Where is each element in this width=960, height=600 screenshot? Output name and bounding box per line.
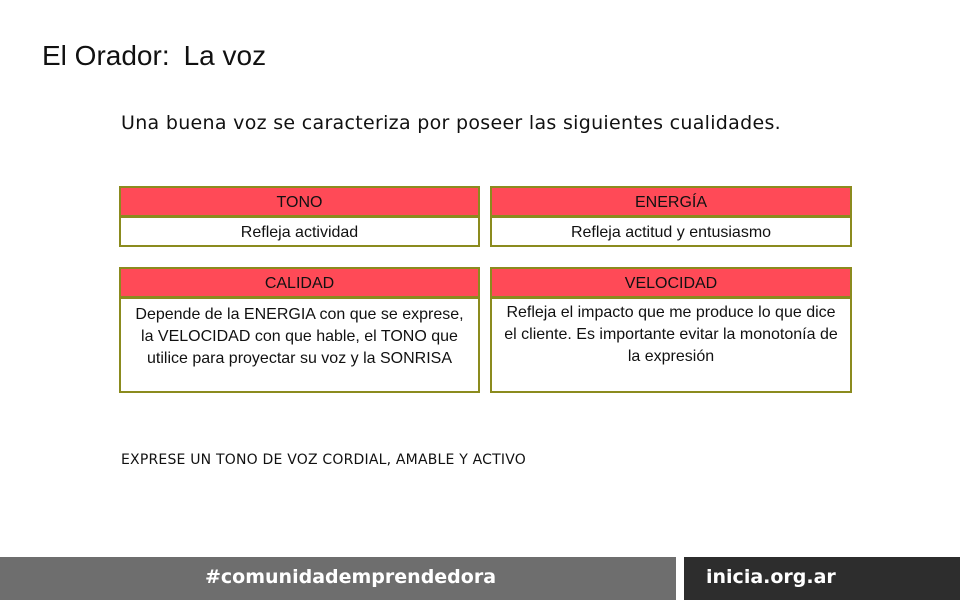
title-part-1: El Orador: [42, 40, 170, 71]
quality-description-tono: Refleja actividad [119, 216, 480, 247]
intro-text: Una buena voz se caracteriza por poseer las siguientes cualidades. [121, 112, 781, 134]
footer-hashtag: #comunidademprendedora [205, 566, 497, 588]
quality-heading-energia: ENERGÍA [490, 186, 852, 217]
voice-tone-note: EXPRESE UN TONO DE VOZ CORDIAL, AMABLE Y ACTIVO [121, 452, 526, 468]
quality-heading-calidad: CALIDAD [119, 267, 480, 298]
quality-description-velocidad: Refleja el impacto que me produce lo que dice el cliente. Es importante evitar la monotonía de la expresión [490, 297, 852, 393]
quality-heading-tono: TONO [119, 186, 480, 217]
slide-title [42, 40, 266, 72]
quality-description-energia: Refleja actitud y entusiasmo [490, 216, 852, 247]
title-part-2: La voz [183, 40, 267, 71]
quality-heading-velocidad: VELOCIDAD [490, 267, 852, 298]
quality-description-calidad: Depende de la ENERGIA con que se exprese, la VELOCIDAD con que hable, el TONO que utilice para proyectar su voz y la SONRISA [119, 297, 480, 393]
footer-site: inicia.org.ar [706, 566, 836, 588]
